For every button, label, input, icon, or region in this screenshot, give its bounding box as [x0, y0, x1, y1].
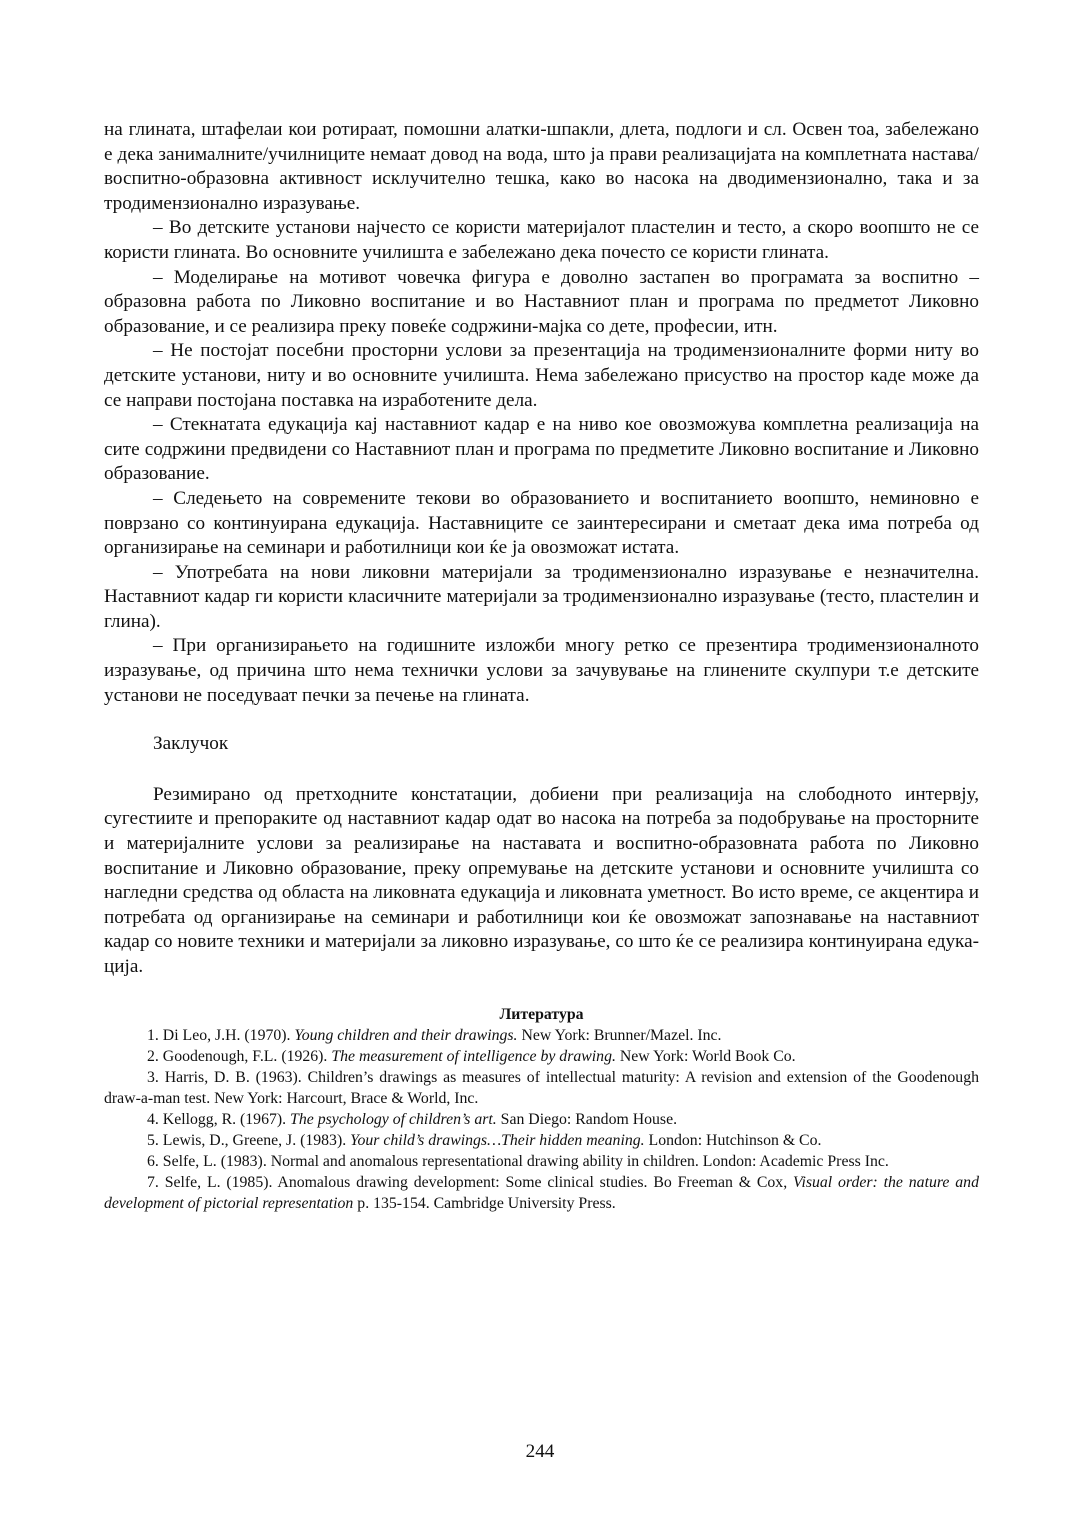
- reference-text: 6. Selfe, L. (1983). Normal and anomalous representational drawing ability in children. London: Academic Press Inc.: [147, 1152, 889, 1170]
- reference-text: New York: Brunner/Mazel. Inc.: [517, 1026, 722, 1044]
- reference-text: 5. Lewis, D., Greene, J. (1983).: [147, 1131, 351, 1149]
- reference-item: [104, 1067, 979, 1109]
- paragraph: на глината, штафелаи кои ротираат, помошни алатки-шпакли, длета, подлоги и сл. Освен тоа, забележано е дека занималните/училниците немаат довод на вода, што ја прави реализацијата на комплетната настава/воспитно-образовна активност исклучително тешка, како во насока на дводимензионално, така и за тродимензионално изразување.: [104, 119, 979, 214]
- reference-text: 4. Kellogg, R. (1967).: [147, 1110, 291, 1128]
- reference-title: The measurement of intelligence by drawing.: [331, 1047, 616, 1065]
- reference-item: [104, 1046, 979, 1067]
- paragraph: – Не постојат посебни просторни услови за презентација на тродимензионалните форми ниту во детските установи, ниту и во основните училишта. Нема забележано присуство на простор каде може да се направи постојана поставка на изработените дела.: [104, 340, 979, 411]
- paragraph: – Стекнатата едукација кај наставниот кадар е на ниво кое овозможува комплетна реализација на сите содржини предвидени со Наставниот план и програма по предметите Ликовно воспитание и Ликовно образование.: [104, 414, 979, 485]
- reference-text: San Diego: Random House.: [496, 1110, 678, 1128]
- conclusion-heading: Заклучок: [153, 733, 229, 755]
- reference-item: [104, 1025, 979, 1046]
- reference-title: Your child’s drawings…Their hidden meaning.: [350, 1131, 645, 1149]
- reference-text: 2. Goodenough, F.L. (1926).: [147, 1047, 332, 1065]
- reference-item: [104, 1172, 979, 1214]
- reference-item: [104, 1130, 979, 1151]
- paragraph: – Употребата на нови ликовни материјали за тродимензионално изразување е незначителна. Наставниот кадар ги користи класичните материјали за тродимензионално изразување (тесто, пластелин и глина).: [104, 561, 979, 632]
- reference-title: Visual order: the nature and development of pictorial representation: [104, 1173, 979, 1212]
- conclusion-paragraph: Резимирано од претходните констатации, добиени при реализација на слободното интервју, сугестиите и препораките од наставниот кадар одат во насока на потреба за подобрување на просторните и материјалните услови за реализирање на наставата и воспитно-образовната работа по Ликовно воспитание и Ликовно образование, преку опремување на детските установи и основните училишта со нагледни средства од областа на ликовната едукација и ликовната уметност. Во исто време, се акцентира и потребата од организирање на семинари и работилници кои ќе овозможат запознавање на наставниот кадар со новите техники и материјали за ликовно изразување, со што ќе се реализира континуирана едукација.: [104, 783, 979, 977]
- paragraph: – Следењето на современите текови во образованието и воспитанието воопшто, неминовно е поврзано со континуирана едукација. Наставниците се заинтересирани и сметаат дека има потреба од организирање на семинари и работилници кои ќе ја овозможат истата.: [104, 487, 979, 559]
- reference-item: [104, 1109, 979, 1130]
- reference-text: 3. Harris, D. B. (1963). Children’s drawings as measures of intellectual maturity: A revision and extension of the Goodenough draw-a-man test. New York: Harcourt, Brace & World, Inc.: [104, 1068, 979, 1107]
- reference-text: London: Hutchinson & Co.: [644, 1131, 822, 1149]
- findings-section: [104, 118, 979, 708]
- reference-text: New York: World Book Co.: [615, 1047, 796, 1065]
- page-number: 244: [525, 1441, 555, 1462]
- paragraph: – Моделирање на мотивот човечка фигура е доволно застапен во програмата за воспитно – образовна работа по Ликовно воспитание и во Наставниот план и програма по предметот Ликовно образование, и се реализира преку повеќе содржини-мајка со дете, професии, итн.: [104, 266, 979, 337]
- reference-text: p. 135-154. Cambridge University Press.: [353, 1194, 616, 1212]
- references-title: Литература: [499, 1005, 584, 1023]
- paragraph: – Во детските установи најчесто се користи материјалот пластелин и тесто, а скоро воопшто не се користи глината. Во основните училишта е забележано дека почесто се користи глината.: [104, 217, 979, 263]
- reference-item: [104, 1151, 979, 1172]
- reference-title: The psychology of children’s art.: [290, 1110, 497, 1128]
- references-section: [104, 1004, 979, 1214]
- document-page: [104, 118, 979, 1214]
- reference-text: 1. Di Leo, J.H. (1970).: [147, 1026, 295, 1044]
- reference-title: Young children and their drawings.: [294, 1026, 518, 1044]
- references-list: [104, 1025, 979, 1214]
- reference-text: 7. Selfe, L. (1985). Anomalous drawing development: Some clinical studies. Bo Freeman & Cox,: [147, 1173, 793, 1191]
- paragraph: – При организирањето на годишните изложби многу ретко се презентира тродимензионалното изразување, од причина што нема технички услови за зачувување на глинените скулпури т.е детските установи не поседуваат печки за печење на глината.: [104, 635, 979, 706]
